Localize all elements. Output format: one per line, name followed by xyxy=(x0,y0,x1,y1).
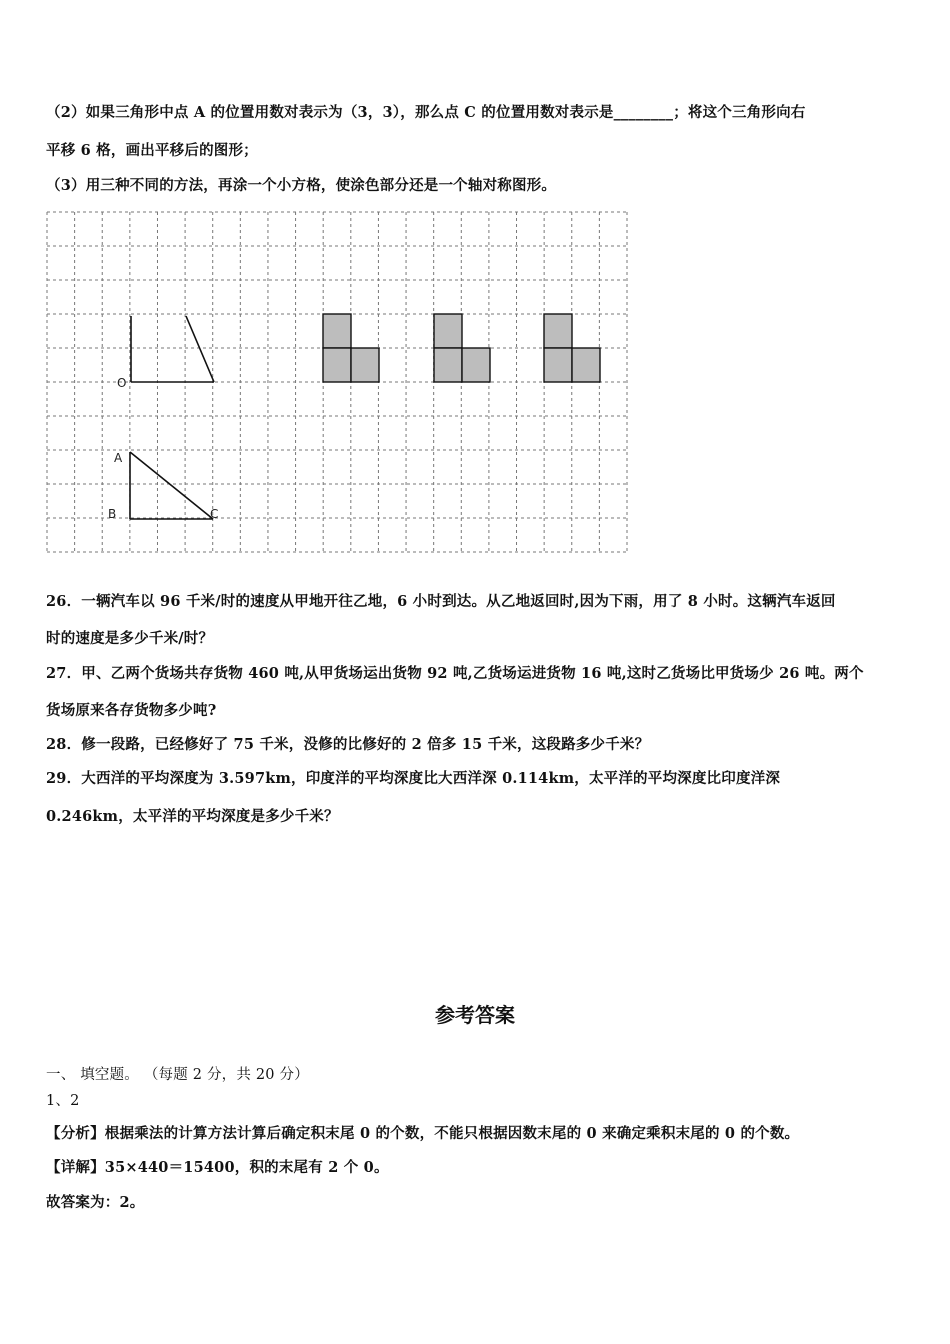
question-part-3: （3）用三种不同的方法，再涂一个小方格，使涂色部分还是一个轴对称图形。 xyxy=(46,177,557,194)
triangle-abc xyxy=(130,452,213,519)
answer-item-number: 1、2 xyxy=(46,1093,80,1109)
question-26-line-2: 时的速度是多少千米/时？ xyxy=(46,630,214,647)
trapezoid-shape xyxy=(131,316,214,382)
question-28: 28．修一段路，已经修好了 75 千米，没修的比修好的 2 倍多 15 千米，这段路多少千米？ xyxy=(46,736,650,753)
question-27-line-1: 27．甲、乙两个货场共存货物 460 吨,从甲货场运出货物 92 吨,乙货场运进货物 16 吨,这时乙货场比甲货场少 26 吨。两个 xyxy=(46,665,864,682)
l-shape-2 xyxy=(434,314,490,382)
answers-title: 参考答案 xyxy=(435,1003,515,1027)
l-shape-1 xyxy=(323,314,379,382)
grid-figure xyxy=(0,0,950,570)
question-part-2-line-2: 平移 6 格，画出平移后的图形； xyxy=(46,142,258,159)
l-shape-3 xyxy=(544,314,600,382)
answers-section-heading: 一、 填空题。 （每题 2 分，共 20 分） xyxy=(46,1067,309,1083)
question-26-line-1: 26．一辆汽车以 96 千米/时的速度从甲地开往乙地，6 小时到达。从乙地返回时,因为下雨，用了 8 小时。这辆汽车返回 xyxy=(46,593,836,610)
label-o: O xyxy=(117,376,127,390)
question-27-line-2: 货场原来各存货物多少吨? xyxy=(46,702,217,719)
question-29-line-2: 0.246km，太平洋的平均深度是多少千米？ xyxy=(46,808,339,825)
label-b: B xyxy=(108,507,117,521)
answer-detail: 【详解】35×440＝15400，积的末尾有 2 个 0。 xyxy=(46,1159,389,1176)
question-29-line-1: 29．大西洋的平均深度为 3.597km，印度洋的平均深度比大西洋深 0.114km，太平洋的平均深度比印度洋深 xyxy=(46,770,781,787)
label-c: C xyxy=(210,507,219,521)
label-a: A xyxy=(114,451,123,465)
answer-analysis: 【分析】根据乘法的计算方法计算后确定积末尾 0 的个数，不能只根据因数末尾的 0 来确定乘积末尾的 0 的个数。 xyxy=(46,1125,800,1142)
answer-conclusion: 故答案为：2。 xyxy=(46,1194,145,1211)
question-part-2-line-1: （2）如果三角形中点 A 的位置用数对表示为（3，3），那么点 C 的位置用数对表示是________；将这个三角形向右 xyxy=(46,104,806,121)
